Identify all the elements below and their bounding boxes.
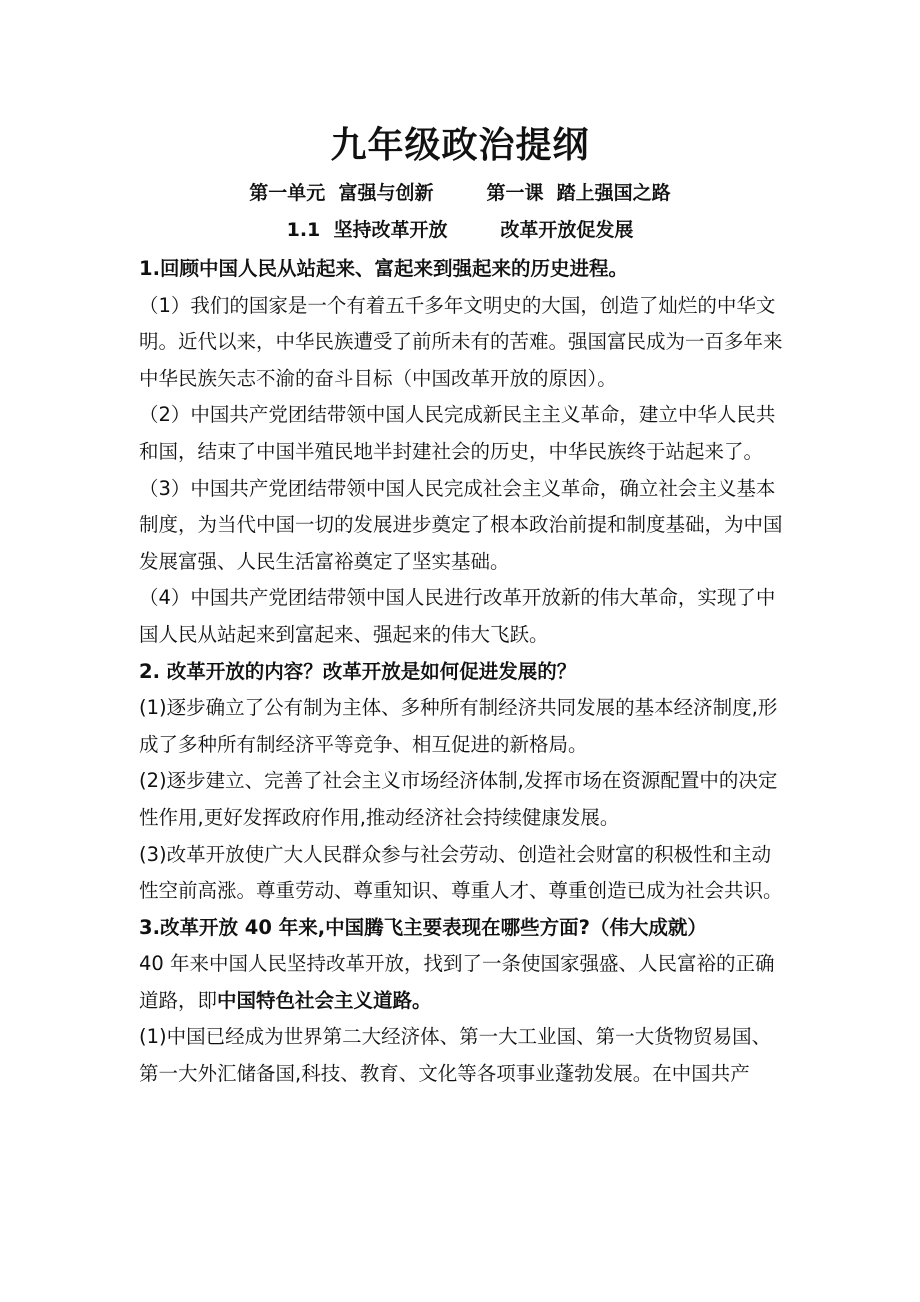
question-3-paragraph-1-bold: 中国特色社会主义道路。 bbox=[217, 988, 432, 1012]
question-3-paragraph-1 bbox=[139, 946, 789, 1019]
question-1-paragraph-1: （1）我们的国家是一个有着五千多年文明史的大国，创造了灿烂的中华文明。近代以来，中华民族遭受了前所未有的苦难。强国富民成为一百多年来中华民族矢志不渝的奋斗目标（中国改革开放的原因）。 bbox=[139, 293, 783, 390]
document-body bbox=[139, 251, 789, 1093]
question-2-paragraph-2: (2)逐步建立、完善了社会主义市场经济体制,发挥市场在资源配置中的决定性作用,更好发挥政府作用,推动经济社会持续健康发展。 bbox=[139, 769, 778, 829]
page-title: 九年级政治提纲 bbox=[330, 125, 590, 166]
question-3-paragraph-2: (1)中国已经成为世界第二大经济体、第一大工业国、第一大货物贸易国、第一大外汇储备国,科技、教育、文化等各项事业蓬勃发展。在中国共产 bbox=[139, 1025, 772, 1086]
question-2-paragraph-3: (3)改革开放使广大人民群众参与社会劳动、创造社会财富的积极性和主动性空前高涨。尊重劳动、尊重知识、尊重人才、尊重创造已成为社会共识。 bbox=[139, 842, 783, 903]
question-3-paragraph-1-text: 40 年来中国人民坚持改革开放，找到了一条使国家强盛、人民富裕的正确道路，即 bbox=[139, 952, 775, 1012]
question-1-heading: 1.回顾中国人民从站起来、富起来到强起来的历史进程。 bbox=[139, 257, 628, 280]
question-2-heading: 2. 改革开放的内容？改革开放是如何促进发展的？ bbox=[139, 659, 577, 683]
question-3-heading: 3.改革开放 40 年来,中国腾飞主要表现在哪些方面?（伟大成就） bbox=[139, 915, 707, 939]
question-1-paragraph-4: （4）中国共产党团结带领中国人民进行改革开放新的伟大革命，实现了中国人民从站起来到富起来、强起来的伟大飞跃。 bbox=[139, 586, 776, 646]
section-subtitle: 1.1 坚持改革开放 改革开放促发展 bbox=[286, 219, 634, 241]
question-1-paragraph-3: （3）中国共产党团结带领中国人民完成社会主义革命，确立社会主义基本制度，为当代中国一切的发展进步奠定了根本政治前提和制度基础，为中国发展富强、人民生活富裕奠定了坚实基础。 bbox=[139, 476, 783, 573]
question-2-paragraph-1: (1)逐步确立了公有制为主体、多种所有制经济共同发展的基本经济制度,形成了多种所有制经济平等竞争、相互促进的新格局。 bbox=[139, 696, 778, 756]
question-1-paragraph-2: （2）中国共产党团结带领中国人民完成新民主主义革命，建立中华人民共和国，结束了中国半殖民地半封建社会的历史，中华民族终于站起来了。 bbox=[139, 403, 776, 463]
unit-subtitle: 第一单元 富强与创新 第一课 踏上强国之路 bbox=[249, 182, 671, 204]
